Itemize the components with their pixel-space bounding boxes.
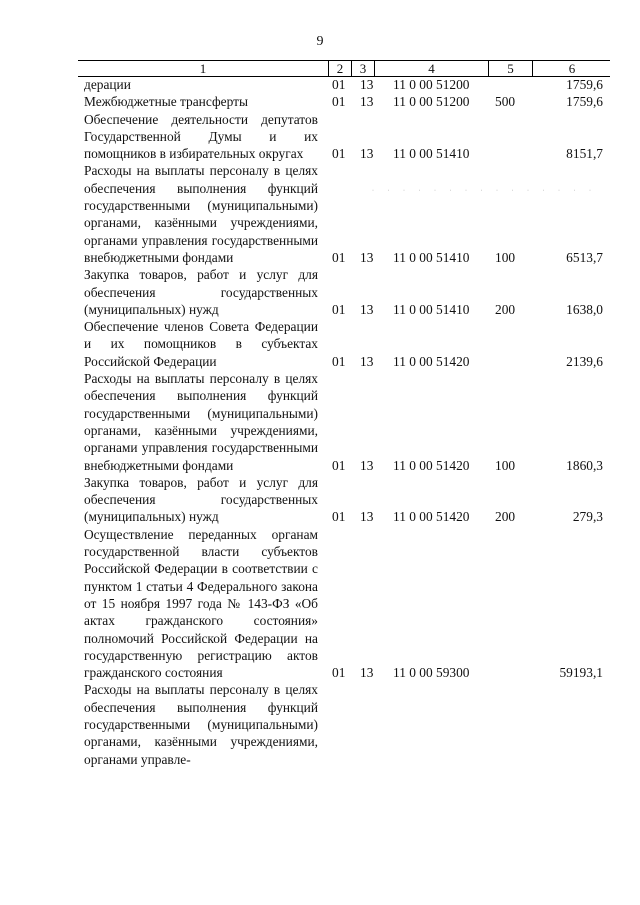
row-section: 01 bbox=[332, 665, 346, 681]
row-subsection: 13 bbox=[360, 509, 374, 525]
row-section: 01 bbox=[332, 509, 346, 525]
row-section: 01 bbox=[332, 94, 346, 110]
row-description: Осуществление переданных органам государственной власти субъектов Российской Федерации в соответствии с пунктом 1 статьи 4 Федерального закона от 15 ноября 1997 года № 143-ФЗ «Об актах гражданского состояния» полномочий Российской Федерации на государственную регистрацию актов гражданского состояния bbox=[84, 526, 318, 681]
row-amount: 59193,1 bbox=[559, 665, 603, 681]
row-subsection: 13 bbox=[360, 353, 374, 369]
row-description: Расходы на выплаты персоналу в целях обеспечения выполнения функций государственными (муниципальными) органами, казёнными учреждениями, органами управле- bbox=[84, 682, 318, 767]
table-row bbox=[0, 681, 640, 767]
row-description: Расходы на выплаты персоналу в целях обеспечения выполнения функций государственными (муниципальными) органами, казёнными учреждениями, органами управления государственными внебюджетными фондами bbox=[84, 163, 318, 265]
scan-noise: · · · · · · · · · · · · · · · bbox=[372, 188, 597, 192]
row-target-code: 11 0 00 51410 bbox=[393, 249, 470, 265]
row-expense-type: 500 bbox=[495, 94, 516, 110]
row-amount: 1759,6 bbox=[566, 77, 603, 92]
table-row bbox=[0, 266, 640, 318]
row-subsection: 13 bbox=[360, 457, 374, 473]
row-target-code: 11 0 00 51410 bbox=[393, 301, 470, 317]
row-target-code: 11 0 00 51200 bbox=[393, 77, 470, 92]
header-col-2: 2 bbox=[328, 61, 351, 76]
row-description: Обеспечение членов Совета Федерации и их помощников в субъектах Российской Федерации bbox=[84, 319, 318, 369]
table-row bbox=[0, 111, 640, 163]
budget-table-body bbox=[0, 76, 640, 768]
table-row bbox=[0, 76, 640, 93]
header-col-5: 5 bbox=[488, 61, 532, 76]
table-row bbox=[0, 474, 640, 526]
row-amount: 1759,6 bbox=[566, 94, 603, 110]
row-subsection: 13 bbox=[360, 665, 374, 681]
row-subsection: 13 bbox=[360, 249, 374, 265]
row-target-code: 11 0 00 51200 bbox=[393, 94, 470, 110]
row-section: 01 bbox=[332, 146, 346, 162]
row-subsection: 13 bbox=[360, 301, 374, 317]
row-description: дерации bbox=[84, 77, 131, 92]
row-expense-type: 100 bbox=[495, 457, 516, 473]
row-amount: 279,3 bbox=[572, 509, 603, 525]
table-row bbox=[0, 93, 640, 110]
row-description: Межбюджетные трансферты bbox=[84, 94, 248, 110]
row-subsection: 13 bbox=[360, 77, 374, 92]
row-subsection: 13 bbox=[360, 94, 374, 110]
header-col-1: 1 bbox=[199, 61, 207, 76]
table-row bbox=[0, 318, 640, 370]
row-amount: 8151,7 bbox=[566, 146, 603, 162]
header-col-6: 6 bbox=[532, 61, 611, 76]
row-section: 01 bbox=[332, 353, 346, 369]
row-description: Расходы на выплаты персоналу в целях обеспечения выполнения функций государственными (муниципальными) органами, казёнными учреждениями, органами управления государственными внебюджетными фондами bbox=[84, 371, 318, 473]
row-target-code: 11 0 00 51420 bbox=[393, 353, 470, 369]
row-expense-type: 100 bbox=[495, 249, 516, 265]
row-description: Обеспечение деятельности депутатов Государственной Думы и их помощников в избирательных округах bbox=[84, 111, 318, 162]
row-target-code: 11 0 00 51420 bbox=[393, 457, 470, 473]
row-expense-type: 200 bbox=[495, 301, 516, 317]
row-description: Закупка товаров, работ и услуг для обеспечения государственных (муниципальных) нужд bbox=[84, 474, 318, 525]
row-amount: 2139,6 bbox=[566, 353, 603, 369]
row-description: Закупка товаров, работ и услуг для обеспечения государственных (муниципальных) нужд bbox=[84, 267, 318, 317]
header-col-4: 4 bbox=[374, 61, 488, 76]
row-section: 01 bbox=[332, 77, 346, 92]
header-col-3: 3 bbox=[351, 61, 374, 76]
table-header-row bbox=[78, 60, 610, 77]
table-row bbox=[0, 526, 640, 682]
page-number: 9 bbox=[316, 34, 324, 49]
row-subsection: 13 bbox=[360, 146, 374, 162]
table-row bbox=[0, 162, 640, 266]
table-row bbox=[0, 370, 640, 474]
row-target-code: 11 0 00 51420 bbox=[393, 509, 470, 525]
row-target-code: 11 0 00 59300 bbox=[393, 665, 470, 681]
row-amount: 6513,7 bbox=[566, 249, 603, 265]
row-section: 01 bbox=[332, 457, 346, 473]
row-target-code: 11 0 00 51410 bbox=[393, 146, 470, 162]
row-section: 01 bbox=[332, 301, 346, 317]
row-section: 01 bbox=[332, 249, 346, 265]
row-amount: 1860,3 bbox=[566, 457, 603, 473]
row-expense-type: 200 bbox=[495, 509, 516, 525]
row-amount: 1638,0 bbox=[566, 301, 603, 317]
